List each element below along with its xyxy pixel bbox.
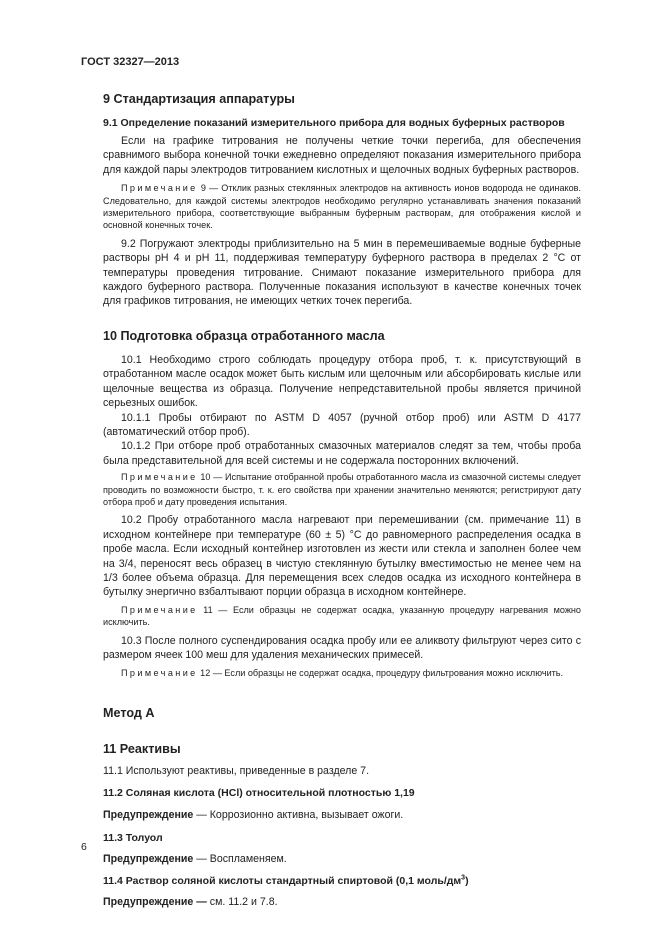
document-header: ГОСТ 32327—2013 (81, 56, 180, 68)
note-10 (103, 471, 581, 508)
note-text: 10 — Испытание отобранной пробы отработанного масла из смазочной системы следует проводить по возможности быстро, т. к. его свойства при хранении значительно меняются; регистрируют дату отбора проб и дату проведения испытания. (103, 472, 581, 507)
superscript-3: 3 (461, 874, 466, 882)
warning-text: — Воспламеняем. (193, 852, 287, 865)
paragraph-10-1-1: 10.1.1 Пробы отбирают по ASTM D 4057 (ручной отбор проб) или ASTM D 4177 (автоматический отбор проб). (103, 411, 581, 438)
subsection-9-1-title: 9.1 Определение показаний измерительного прибора для водных буферных растворов (103, 117, 565, 129)
note-11 (103, 604, 581, 629)
note-label: Примечание (121, 472, 198, 483)
method-a-title: Метод А (103, 705, 155, 720)
page-number: 6 (81, 841, 87, 853)
paragraph-9-1: Если на графике титрования не получены четкие точки перегиба, для обеспечения сравнимого выбора конечной точки ежедневно определяют показания измерительного прибора для каждой пары электродов титрованием кислотных и щелочных водных буферных растворов. (103, 135, 581, 176)
subsection-11-4-title (103, 875, 581, 887)
subsection-11-2-title: 11.2 Соляная кислота (HCl) относительной плотностью 1,19 (103, 787, 415, 800)
warning-text: см. 11.2 и 7.8. (206, 896, 278, 909)
paragraph-10-3: 10.3 После полного суспендирования осадка пробу или ее аликвоту фильтруют через сито с размером ячеек 100 меш для удаления механических примесей. (103, 634, 581, 661)
paragraph-11-1: 11.1 Используют реактивы, приведенные в разделе 7. (103, 764, 370, 777)
paragraph-9-2: 9.2 Погружают электроды приблизительно на 5 мин в перемешиваемые водные буферные растворы pH 4 и pH 11, поддерживая температуру буферного раствора в пределах 2 °С от температуры проведения титрование. Снимают показание измерительного прибора для каждого буферного раствора. Полученные показания используют в качестве конечных точек для графиков титрования, не имеющих четких точек перегиба. (103, 237, 581, 308)
note-text: 9 — Отклик разных стеклянных электродов на активность ионов водорода не одинаков. Следовательно, для каждой системы электродов необходимо регулярно устанавливать значения показаний измерительного прибора, соответствующие выбранным буферным растворам, для отображения кислой и основной конечных точек. (103, 183, 581, 231)
paragraph-10-1: 10.1 Необходимо строго соблюдать процедуру отбора проб, т. к. присутствующий в отработанном масле осадок может быть кислым или щелочным или абсорбировать кислые или щелочные вещества из образца. Получение непредставительной пробы является причиной серьезных ошибок. (103, 353, 581, 410)
paragraph-10-1-2: 10.1.2 При отборе проб отработанных смазочных материалов следят за тем, чтобы проба была представительной для всей системы и не содержала посторонних включений. (103, 440, 581, 467)
warning-11-4 (103, 895, 581, 909)
subsection-11-4-text: 11.4 Раствор соляной кислоты стандартный спиртовой (0,1 моль/дм (103, 875, 462, 888)
warning-11-2 (103, 808, 581, 822)
section-9-title: 9 Стандартизация аппаратуры (103, 92, 295, 106)
note-label: Примечание (121, 668, 198, 679)
note-9 (103, 182, 581, 232)
warning-11-3 (103, 852, 581, 866)
warning-dash: — (193, 896, 207, 909)
warning-label: Предупреждение (103, 852, 194, 865)
note-text: 12 — Если образцы не содержат осадка, процедуру фильтрования можно исключить. (200, 668, 564, 679)
warning-label: Предупреждение (103, 896, 194, 909)
subsection-11-3-title: 11.3 Толуол (103, 831, 163, 844)
note-label: Примечание (121, 604, 198, 615)
paragraph-10-2: 10.2 Пробу отработанного масла нагревают при перемешивании (см. примечание 11) в исходном контейнере при температуре (60 ± 5) °С до равномерного распределения осадка в пробе масла. Если исходный контейнер изготовлен из жести или стекла и заполнен более чем на 3/4, переносят весь образец в чистую стеклянную бутылку вместимостью не менее чем на 1/3 более объема образца. Для перемещения всех следов осадка из исходного контейнера в бутылку энергично взбалтывают порции образца в исходном контейнере. (103, 514, 581, 599)
section-11-title: 11 Реактивы (103, 741, 181, 756)
warning-text: — Коррозионно активна, вызывает ожоги. (193, 809, 404, 822)
section-10-title: 10 Подготовка образца отработанного масла (103, 328, 385, 343)
warning-label: Предупреждение (103, 809, 194, 822)
page-content (103, 92, 581, 909)
note-text: 11 — Если образцы не содержат осадка, указанную процедуру нагревания можно исключить. (103, 604, 581, 628)
note-label: Примечание (121, 183, 198, 194)
note-12 (103, 667, 581, 679)
subsection-11-4-close: ) (465, 875, 469, 888)
